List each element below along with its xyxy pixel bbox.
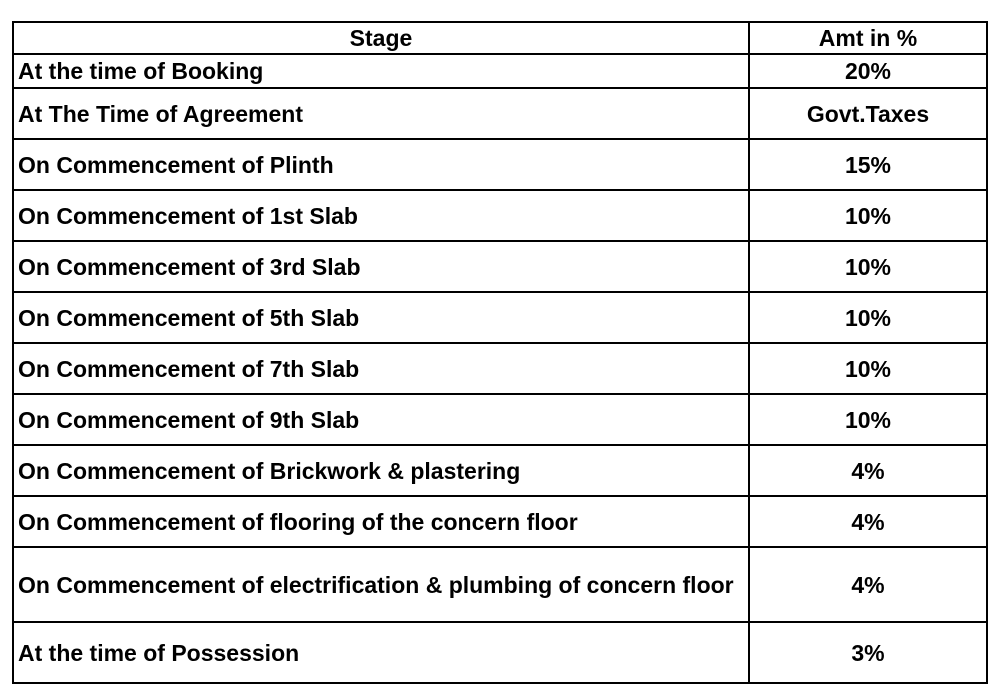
stage-cell: On Commencement of 5th Slab: [13, 292, 749, 343]
amount-cell: 4%: [749, 445, 987, 496]
table-row: [13, 190, 987, 241]
stage-cell: On Commencement of Brickwork & plastering: [13, 445, 749, 496]
amount-cell: 10%: [749, 190, 987, 241]
table-row: [13, 496, 987, 547]
stage-cell: On Commencement of 3rd Slab: [13, 241, 749, 292]
table-row: [13, 88, 987, 139]
payment-schedule-table: [12, 21, 988, 684]
amount-cell: 3%: [749, 622, 987, 683]
table-row: [13, 241, 987, 292]
stage-cell: At The Time of Agreement: [13, 88, 749, 139]
column-header-stage: Stage: [13, 22, 749, 54]
table-row: [13, 292, 987, 343]
table-row: [13, 622, 987, 683]
amount-cell: 15%: [749, 139, 987, 190]
table-row: [13, 394, 987, 445]
table-row: [13, 139, 987, 190]
column-header-amount: Amt in %: [749, 22, 987, 54]
payment-schedule: [12, 21, 986, 683]
amount-cell: 10%: [749, 343, 987, 394]
amount-cell: 10%: [749, 292, 987, 343]
stage-cell: On Commencement of 1st Slab: [13, 190, 749, 241]
amount-cell: 10%: [749, 241, 987, 292]
amount-cell: Govt.Taxes: [749, 88, 987, 139]
stage-cell: On Commencement of 9th Slab: [13, 394, 749, 445]
stage-cell: On Commencement of 7th Slab: [13, 343, 749, 394]
stage-cell: At the time of Possession: [13, 622, 749, 683]
table-header-row: [13, 22, 987, 54]
stage-cell: On Commencement of electrification & plumbing of concern floor: [13, 547, 749, 622]
amount-cell: 10%: [749, 394, 987, 445]
stage-cell: On Commencement of flooring of the concern floor: [13, 496, 749, 547]
table-row: [13, 445, 987, 496]
stage-cell: On Commencement of Plinth: [13, 139, 749, 190]
amount-cell: 4%: [749, 547, 987, 622]
table-row: [13, 54, 987, 88]
amount-cell: 4%: [749, 496, 987, 547]
stage-cell: At the time of Booking: [13, 54, 749, 88]
amount-cell: 20%: [749, 54, 987, 88]
table-row: [13, 343, 987, 394]
table-row: [13, 547, 987, 622]
